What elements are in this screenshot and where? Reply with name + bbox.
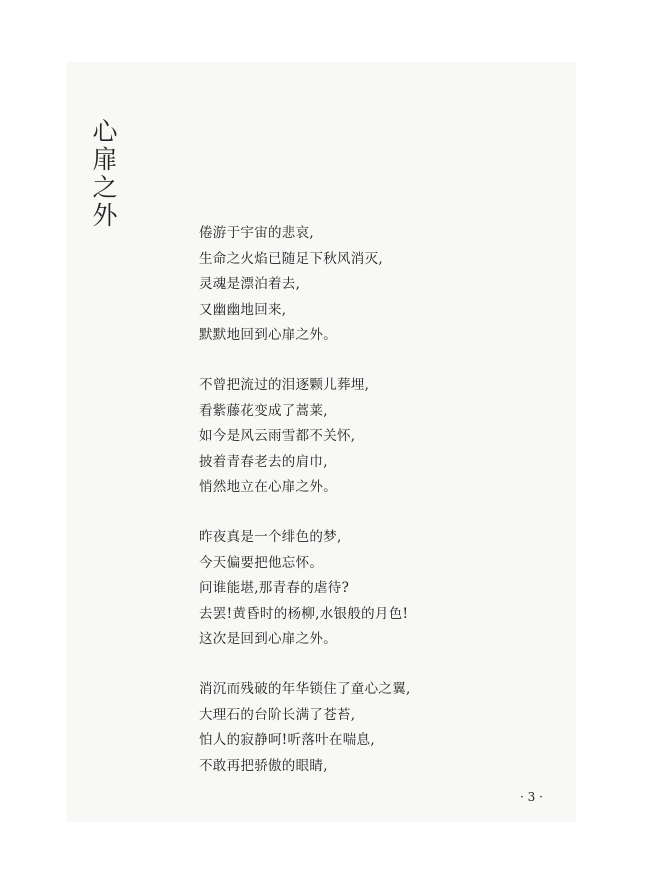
poem-line: 去罢!黄昏时的杨柳,水银般的月色!	[199, 605, 409, 622]
poem-line: 不敢再把骄傲的眼睛,	[199, 757, 328, 774]
poem-title	[90, 118, 120, 230]
poem-line: 披着青春老去的肩巾,	[199, 453, 328, 470]
poem-body	[199, 221, 539, 803]
poem-line: 问谁能堪,那青春的虐待?	[199, 580, 350, 597]
poem-line: 大理石的台阶长满了苍苔,	[199, 706, 356, 723]
poem-line: 昨夜真是一个绯色的梦,	[199, 528, 342, 545]
title-char: 扉	[92, 145, 118, 174]
poem-line: 消沉而残破的年华锁住了童心之翼,	[199, 680, 411, 697]
page-number: · 3 ·	[520, 790, 543, 804]
poem-line: 不曾把流过的泪逐颗儿葬埋,	[199, 376, 370, 393]
poem-line: 今天偏要把他忘怀。	[199, 554, 324, 571]
poem-line: 默默地回到心扉之外。	[199, 327, 337, 344]
poem-line: 倦游于宇宙的悲哀,	[199, 225, 314, 241]
poem-line: 生命之火焰已随足下秋风消灭,	[199, 250, 383, 267]
stanza-3	[199, 525, 539, 653]
stanza-1	[199, 221, 539, 349]
poem-line: 又幽幽地回来,	[199, 301, 287, 318]
title-char: 心	[92, 117, 118, 146]
poem-line: 怕人的寂静呵!听落叶在喘息,	[199, 732, 375, 749]
poem-line: 灵魂是漂泊着去,	[199, 276, 301, 293]
poem-line: 看紫藤花变成了蒿莱,	[199, 402, 328, 419]
stanza-2	[199, 373, 539, 501]
poem-line: 如今是风云雨雪都不关怀,	[199, 428, 356, 445]
poem-line: 悄然地立在心扉之外。	[199, 479, 337, 496]
poem-line: 这次是回到心扉之外。	[199, 631, 337, 648]
stanza-4	[199, 677, 539, 779]
title-char: 外	[92, 201, 118, 230]
title-char: 之	[92, 173, 118, 202]
